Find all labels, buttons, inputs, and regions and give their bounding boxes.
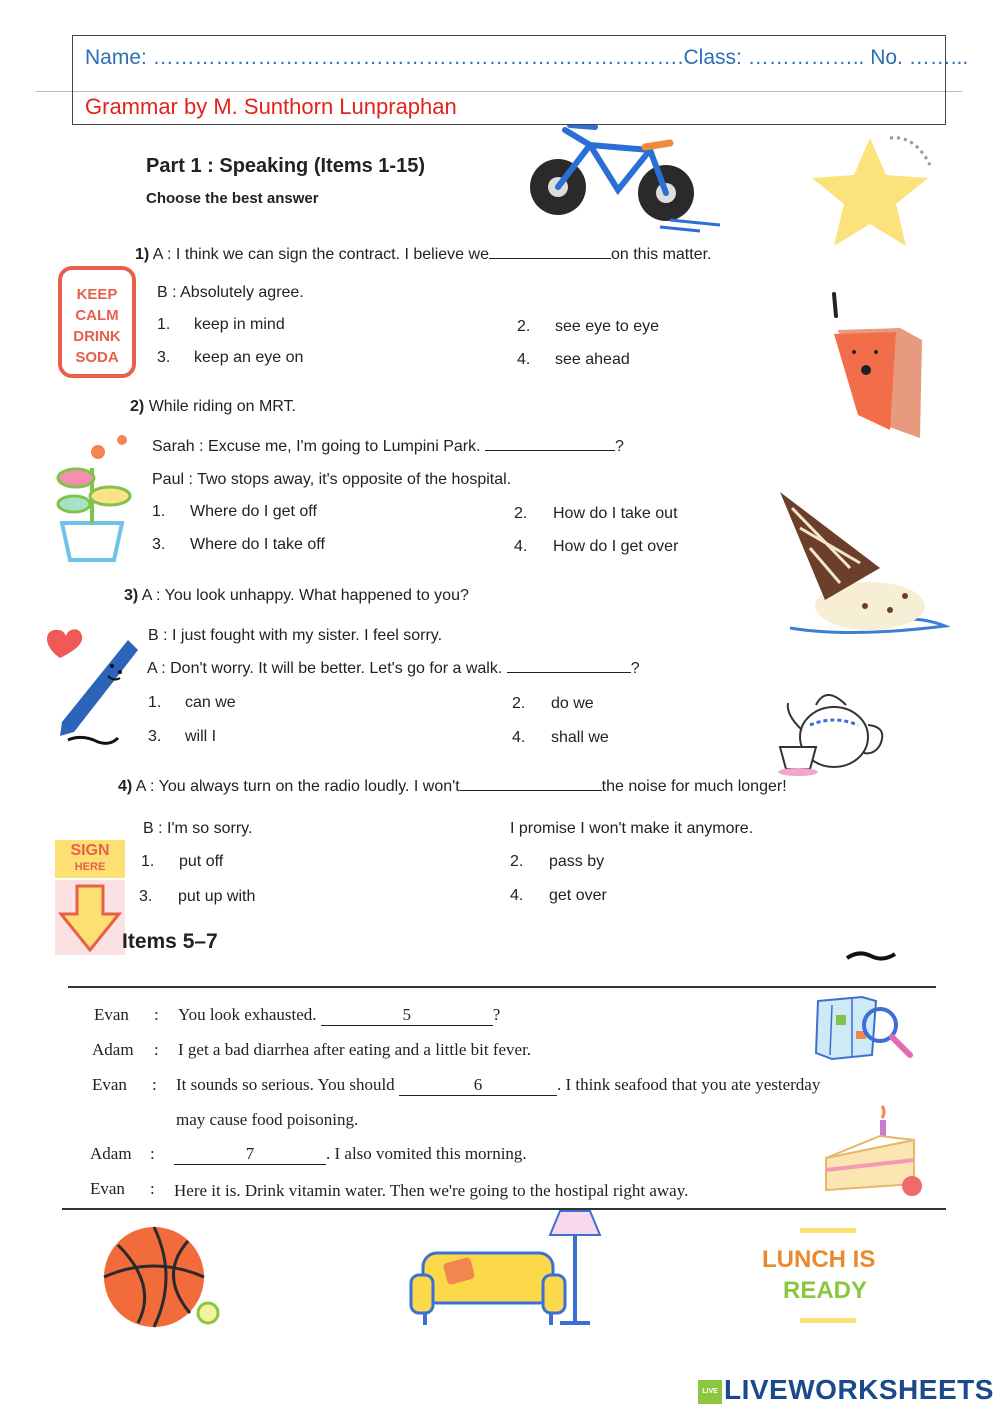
star-icon xyxy=(800,130,940,255)
keep-calm-sticker xyxy=(58,266,136,378)
q3-blank[interactable] xyxy=(507,672,631,673)
q4-text-b: the noise for much longer! xyxy=(601,778,787,795)
blank-7[interactable]: 7 xyxy=(174,1144,326,1165)
q2-line-a xyxy=(130,398,296,416)
q1-opt2-num: 2. xyxy=(517,318,531,335)
items-5-7-title: Items 5–7 xyxy=(122,930,218,953)
q1-opt2[interactable]: see eye to eye xyxy=(555,318,660,335)
q4-line-b: B : I'm so sorry. xyxy=(143,820,253,837)
q2-line-b xyxy=(152,438,624,456)
q2-opt4-num: 4. xyxy=(514,538,528,555)
dialogue-speaker-1: Evan xyxy=(94,1005,129,1024)
here-word: HERE xyxy=(74,861,106,873)
dialogue-speaker-3: Evan xyxy=(92,1075,127,1094)
dialogue-colon-5: : xyxy=(150,1144,155,1163)
q2-opt1[interactable]: Where do I get off xyxy=(190,503,317,520)
dialogue-line-5 xyxy=(174,1144,527,1165)
dialogue-text-3a: It sounds so serious. You should xyxy=(176,1075,395,1094)
q1-opt1-num: 1. xyxy=(157,316,171,333)
q1-line-b: B : Absolutely agree. xyxy=(157,284,304,301)
q1-opt4[interactable]: see ahead xyxy=(555,351,630,368)
lunch-bar-bottom xyxy=(800,1318,856,1323)
q3-opt4-num: 4. xyxy=(512,729,526,746)
q3-opt1-num: 1. xyxy=(148,694,162,711)
q1-opt3-num: 3. xyxy=(157,349,171,366)
header-box xyxy=(72,35,969,125)
ready-text: READY xyxy=(783,1277,868,1304)
dialogue-speaker-6: Evan xyxy=(90,1179,125,1198)
down-arrow-icon xyxy=(55,880,125,955)
heart-pen-icon xyxy=(38,620,148,750)
q4-opt1-num: 1. xyxy=(141,853,155,870)
teapot-icon xyxy=(776,675,896,780)
q2-opt3-num: 3. xyxy=(152,536,166,553)
dialogue-colon-1: : xyxy=(154,1005,159,1024)
dialogue-text-3b: . I think seafood that you ate yesterday xyxy=(556,1075,821,1094)
q1-opt3[interactable]: keep an eye on xyxy=(194,349,304,366)
dialogue-line-1 xyxy=(178,1005,500,1026)
q4-text-a: A : You always turn on the radio loudly. I won't xyxy=(135,778,460,795)
q1-line-a xyxy=(135,246,711,264)
q4-opt3[interactable]: put up with xyxy=(178,888,256,905)
q2-opt3[interactable]: Where do I take off xyxy=(190,536,325,553)
bicycle-icon xyxy=(520,125,730,235)
q4-line-a xyxy=(118,778,787,796)
ice-cream-icon xyxy=(770,488,950,638)
q2-text-c: ? xyxy=(615,438,624,455)
q3-text-a: A : You look unhappy. What happened to you? xyxy=(141,587,469,604)
dialogue-line-3 xyxy=(176,1075,820,1096)
dialogue-colon-6: : xyxy=(150,1179,155,1198)
q2-opt4[interactable]: How do I get over xyxy=(553,538,679,555)
dialogue-speaker-5: Adam xyxy=(90,1144,132,1163)
name-class-line: Name: ………………………………………………………………….Class: …………….. No. ……... xyxy=(85,46,969,69)
sign-word: SIGN xyxy=(70,842,110,859)
q2-blank[interactable] xyxy=(485,450,615,451)
q1-opt1[interactable]: keep in mind xyxy=(194,316,285,333)
q3-text-d: ? xyxy=(630,660,640,677)
lunch-is-text: LUNCH IS xyxy=(762,1246,876,1273)
dialogue-text-5b: . I also vomited this morning. xyxy=(326,1144,527,1163)
squiggle-icon xyxy=(845,948,897,964)
dialogue-text-1b: ? xyxy=(492,1005,501,1024)
instruction: Choose the best answer xyxy=(146,190,319,207)
dialogue-colon-3: : xyxy=(152,1075,157,1094)
q2-text-b: Sarah : Excuse me, I'm going to Lumpini Park. xyxy=(152,438,481,455)
q4-opt2-num: 2. xyxy=(510,853,524,870)
q4-line-c: I promise I won't make it anymore. xyxy=(510,820,754,837)
q2-number: 2) xyxy=(130,398,145,415)
q3-line-b: B : I just fought with my sister. I feel sorry. xyxy=(148,627,443,644)
q4-opt4[interactable]: get over xyxy=(549,887,607,904)
liveworksheets-badge: LIVE xyxy=(698,1380,722,1404)
q3-opt2-num: 2. xyxy=(512,695,526,712)
q2-opt1-num: 1. xyxy=(152,503,166,520)
keep-calm-word-3: DRINK xyxy=(73,328,121,345)
q3-opt4[interactable]: shall we xyxy=(551,729,609,746)
q4-number: 4) xyxy=(118,778,133,795)
part-title: Part 1 : Speaking (Items 1-15) xyxy=(146,155,425,177)
q2-opt2-num: 2. xyxy=(514,505,528,522)
q3-opt3-num: 3. xyxy=(148,728,162,745)
dialogue-text-1a: You look exhausted. xyxy=(178,1005,317,1024)
q3-text-c: A : Don't worry. It will be better. Let's go for a walk. xyxy=(147,660,503,677)
sign-here-sticker xyxy=(55,840,125,878)
dialogue-speaker-2: Adam xyxy=(92,1040,134,1059)
q4-blank[interactable] xyxy=(460,790,602,791)
q1-opt4-num: 4. xyxy=(517,351,531,368)
dialogue-line-6: Here it is. Drink vitamin water. Then we're going to the hostipal right away. xyxy=(174,1181,689,1200)
liveworksheets-logo[interactable]: LIVEWORKSHEETS xyxy=(724,1374,994,1405)
grammar-author-line: Grammar by M. Sunthorn Lunpraphan xyxy=(85,94,457,119)
q4-opt3-num: 3. xyxy=(139,888,153,905)
q3-opt3[interactable]: will I xyxy=(185,728,217,745)
potted-plant-icon xyxy=(50,428,140,563)
keep-calm-word-1: KEEP xyxy=(76,286,118,303)
q1-text-a: A : I think we can sign the contract. I believe we xyxy=(152,246,489,263)
sofa-lamp-icon xyxy=(405,1205,610,1335)
basketball-icon xyxy=(98,1225,228,1330)
cake-slice-icon xyxy=(820,1100,930,1200)
map-magnifier-icon xyxy=(812,995,917,1065)
dialogue-colon-2: : xyxy=(154,1040,159,1059)
q2-text-a: While riding on MRT. xyxy=(148,398,296,415)
q1-text-b: on this matter. xyxy=(610,246,712,263)
dialogue-line-4: may cause food poisoning. xyxy=(176,1110,359,1129)
q3-line-c xyxy=(147,660,640,678)
q1-number: 1) xyxy=(135,246,150,263)
toast-icon xyxy=(830,290,930,450)
blank-5[interactable]: 5 xyxy=(321,1005,493,1026)
q1-blank[interactable] xyxy=(489,258,611,259)
q2-line-c: Paul : Two stops away, it's opposite of the hospital. xyxy=(152,471,512,488)
blank-6[interactable]: 6 xyxy=(399,1075,557,1096)
q3-line-a xyxy=(124,587,469,605)
q3-opt2[interactable]: do we xyxy=(551,695,594,712)
q4-opt4-num: 4. xyxy=(510,887,524,904)
q2-opt2[interactable]: How do I take out xyxy=(553,505,678,522)
dialogue-line-2: I get a bad diarrhea after eating and a little bit fever. xyxy=(178,1040,532,1059)
top-rule xyxy=(68,986,936,988)
keep-calm-word-4: SODA xyxy=(75,349,119,366)
q4-opt1[interactable]: put off xyxy=(179,853,224,870)
q3-opt1[interactable]: can we xyxy=(185,694,236,711)
q3-number: 3) xyxy=(124,587,139,604)
q4-opt2[interactable]: pass by xyxy=(549,853,605,870)
keep-calm-word-2: CALM xyxy=(75,307,119,324)
lunch-bar-top xyxy=(800,1228,856,1233)
